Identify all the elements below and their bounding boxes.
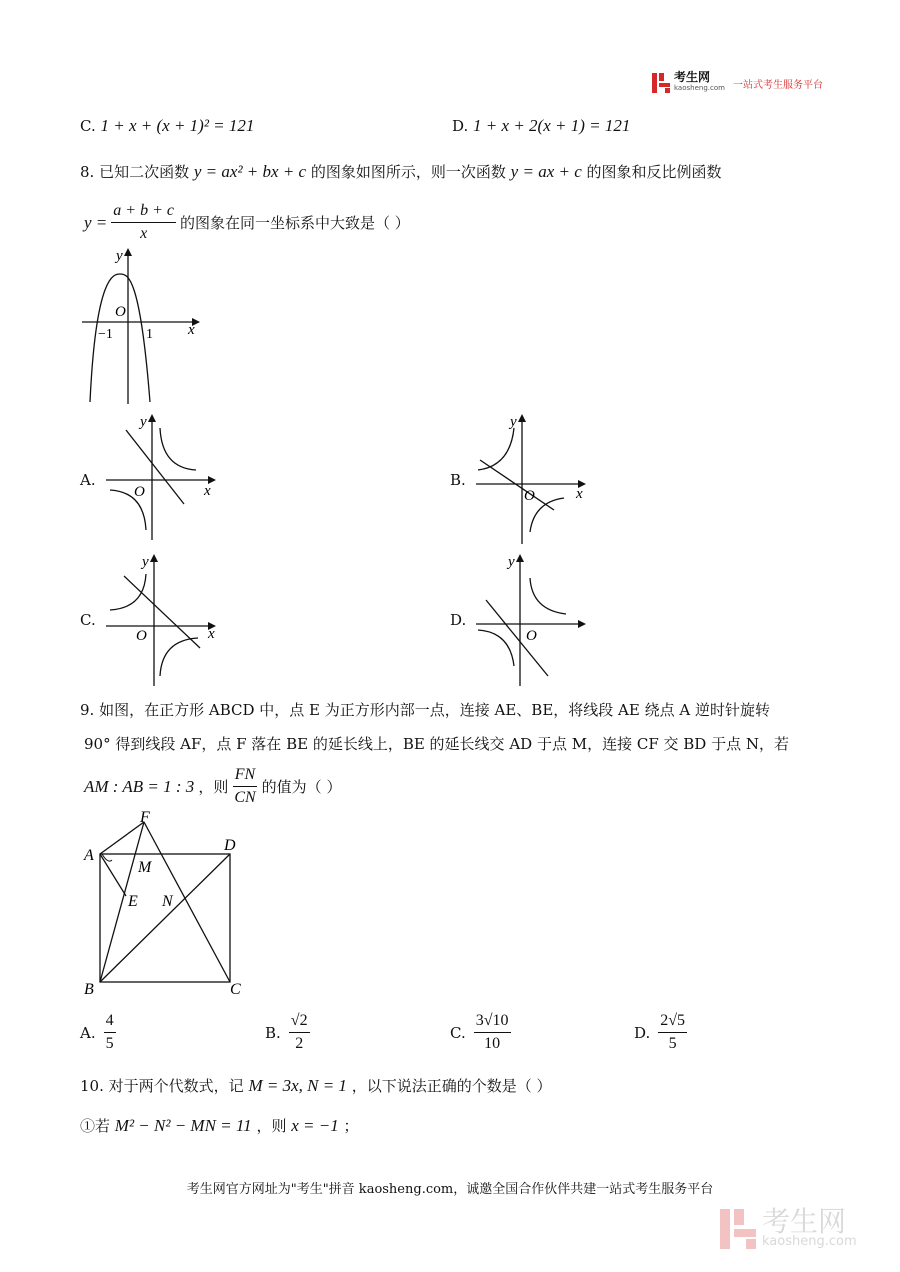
q8-inverse-fraction: $\frac{a + b + c}{x}$: [113, 202, 174, 242]
q8-option-d-label: D.: [450, 611, 467, 629]
diagonal-bd: [100, 854, 230, 982]
svg-text:y: y: [142, 554, 149, 570]
q9-target-fraction: $\frac{FN}{CN}$: [234, 766, 256, 806]
svg-text:y: y: [510, 414, 517, 430]
svg-text:N: N: [162, 893, 173, 910]
svg-text:x: x: [208, 626, 215, 642]
brand-name: 考生网: [674, 70, 711, 84]
svg-text:x: x: [576, 486, 583, 502]
q8-option-c-graph: [100, 548, 230, 688]
svg-text:x: x: [188, 322, 195, 338]
svg-text:x: x: [204, 483, 211, 499]
watermark-cn: 考生网: [762, 1205, 847, 1238]
q8-option-b-graph: [470, 408, 600, 548]
svg-text:M: M: [138, 859, 152, 876]
svg-text:−1: −1: [98, 327, 113, 342]
svg-text:O: O: [526, 628, 537, 644]
q8-stem-line2: y = $\frac{a + b + c}{x}$ 的图象在同一坐标系中大致是（ ）: [84, 202, 410, 242]
q8-option-a-graph: [100, 408, 230, 543]
svg-text:F: F: [140, 809, 150, 826]
segment-af: [100, 822, 144, 854]
svg-text:1: 1: [146, 327, 153, 342]
svg-text:E: E: [128, 893, 138, 910]
line-cf: [144, 822, 230, 982]
q7-option-c: C. 1 + x + (x + 1)² = 121: [80, 116, 255, 135]
q7-option-d-expr: 1 + x + 2(x + 1) = 121: [473, 116, 631, 135]
q8-stem-line1: 8. 已知二次函数 y = ax² + bx + c 的图象如图所示，则一次函数 y = ax + c 的图象和反比例函数: [80, 162, 722, 181]
watermark-logo-icon: [720, 1208, 756, 1250]
q9-number: 9.: [80, 701, 95, 719]
brand-slogan: 一站式考生服务平台: [732, 79, 823, 91]
svg-text:O: O: [115, 304, 126, 320]
svg-text:y: y: [508, 554, 515, 570]
q7-option-c-expr: 1 + x + (x + 1)² = 121: [100, 116, 255, 135]
svg-text:y: y: [116, 248, 123, 264]
q10-item-1: ①若 M² − N² − MN = 11 ，则 x = −1 ；: [80, 1116, 359, 1135]
q8-option-d-graph: [470, 548, 600, 688]
q9-option-c: C. $\frac{3√10}{10}$: [450, 1012, 509, 1052]
svg-text:D: D: [224, 837, 236, 854]
segment-ae: [100, 854, 126, 896]
q8-option-a-label: A.: [80, 471, 96, 489]
watermark: [720, 1205, 857, 1250]
q10-stem: 10. 对于两个代数式，记 M = 3x, N = 1 ，以下说法正确的个数是（ ）: [80, 1076, 552, 1095]
q8-option-b-label: B.: [450, 471, 466, 489]
q9-square-figure: [78, 808, 258, 1003]
footer-text: 考生网官方网址为"考生"拼音 kaosheng.com，诚邀全国合作伙伴共建一站式考生服务平台: [186, 1182, 714, 1197]
q7-option-d: D. 1 + x + 2(x + 1) = 121: [452, 116, 631, 135]
svg-text:B: B: [84, 981, 94, 998]
q9-stem-line3: AM : AB = 1 : 3 ，则 $\frac{FN}{CN}$ 的值为（ ）: [84, 766, 342, 806]
svg-text:A: A: [84, 847, 94, 864]
q8-number: 8.: [80, 163, 95, 181]
svg-text:C: C: [230, 981, 241, 998]
q9-stem-line2: 90° 得到线段 AF，点 F 落在 BE 的延长线上，BE 的延长线交 AD 于点 M，连接 CF 交 BD 于点 N，若: [84, 735, 789, 753]
svg-text:y: y: [140, 414, 147, 430]
header-logo: [652, 72, 823, 94]
svg-text:O: O: [134, 484, 145, 500]
q10-number: 10.: [80, 1077, 104, 1095]
q9-option-a: A. $\frac{4}{5}$: [80, 1012, 114, 1052]
watermark-en: kaosheng.com: [762, 1234, 857, 1249]
q8-parabola-graph: [78, 244, 208, 409]
q8-option-c-label: C.: [80, 611, 96, 629]
brand-logo-icon: [652, 73, 670, 93]
svg-text:O: O: [524, 488, 535, 504]
svg-text:O: O: [136, 628, 147, 644]
q9-option-d: D. $\frac{2√5}{5}$: [634, 1012, 686, 1052]
q9-option-b: B. $\frac{√2}{2}$: [265, 1012, 308, 1052]
brand-domain: kaosheng.com: [674, 84, 725, 92]
q9-stem-line1: 9. 如图，在正方形 ABCD 中，点 E 为正方形内部一点，连接 AE、BE，将线段 AE 绕点 A 逆时针旋转: [80, 701, 770, 719]
